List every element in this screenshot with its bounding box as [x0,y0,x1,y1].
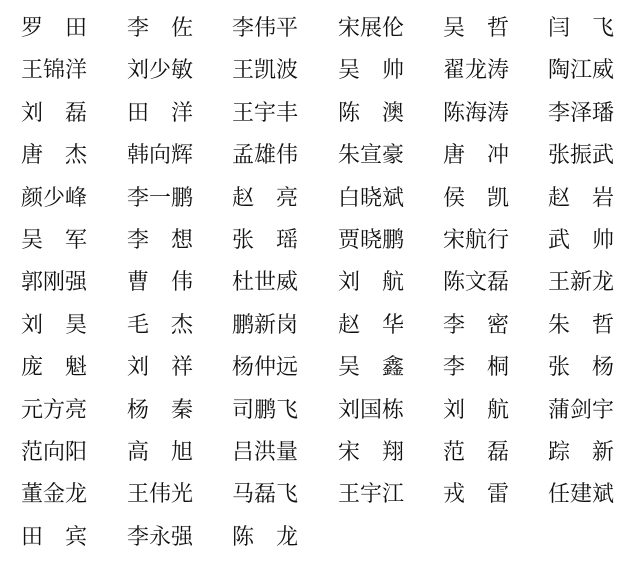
name-cell: 鹏新岗 [232,312,299,338]
name-cell: 王宇江 [338,482,405,508]
name-row [21,93,631,135]
name-cell: 刘国栋 [338,397,405,423]
name-cell: 范向阳 [21,439,88,465]
name-cell: 白晓斌 [338,185,405,211]
name-cell: 刘航 [338,270,427,296]
name-cell: 孟雄伟 [232,143,299,169]
name-cell: 李桐 [443,355,532,381]
name-cell: 吕洪量 [232,439,299,465]
name-cell: 王伟光 [127,482,194,508]
name-cell: 赵岩 [548,185,637,211]
name-cell: 唐冲 [443,143,532,169]
name-row [21,517,631,559]
name-cell: 朱哲 [548,312,637,338]
name-cell: 侯凯 [443,185,532,211]
name-cell: 颜少峰 [21,185,88,211]
name-cell: 王锦洋 [21,58,88,84]
name-cell: 郭刚强 [21,270,88,296]
name-cell: 赵华 [338,312,427,338]
name-cell: 李永强 [127,524,194,550]
name-cell: 李一鹏 [127,185,194,211]
name-cell: 刘昊 [21,312,110,338]
name-cell: 李密 [443,312,532,338]
name-cell: 任建斌 [548,482,615,508]
name-cell: 元方亮 [21,397,88,423]
name-row [21,390,631,432]
name-cell: 王宇丰 [232,100,299,126]
name-cell: 宋翔 [338,439,427,465]
name-cell: 刘少敏 [127,58,194,84]
name-cell: 马磊飞 [232,482,299,508]
name-row [21,474,631,516]
name-cell: 武帅 [548,227,637,253]
name-row [21,262,631,304]
name-cell: 李伟平 [232,16,299,41]
name-cell: 毛杰 [127,312,216,338]
name-cell: 董金龙 [21,482,88,508]
name-cell: 张杨 [548,355,637,381]
name-cell: 踪新 [548,439,637,465]
name-cell: 吴帅 [338,58,427,84]
name-cell: 罗田 [21,16,110,41]
name-cell: 陈龙 [232,524,321,550]
name-cell: 刘祥 [127,355,216,381]
name-cell: 李佐 [127,16,216,41]
name-row [21,347,637,389]
name-cell: 庞魁 [21,355,110,381]
name-grid [21,8,637,559]
name-cell: 张振武 [548,143,615,169]
name-cell: 刘磊 [21,100,110,126]
name-cell: 王新龙 [548,270,615,296]
name-cell: 陈文磊 [443,270,510,296]
name-cell: 吴鑫 [338,355,427,381]
name-row [21,305,637,347]
name-cell: 陈澳 [338,100,427,126]
name-cell: 宋展伦 [338,16,405,41]
name-cell: 闫飞 [548,16,637,41]
name-cell: 杜世威 [232,270,299,296]
name-row [21,135,631,177]
name-cell: 翟龙涛 [443,58,510,84]
name-cell: 田洋 [127,100,216,126]
name-cell: 蒲剑宇 [548,397,615,423]
name-cell: 李泽璠 [548,100,615,126]
name-cell: 戎雷 [443,482,532,508]
name-cell: 朱宣豪 [338,143,405,169]
name-cell: 贾晓鹏 [338,227,405,253]
name-cell: 陈海涛 [443,100,510,126]
name-cell: 王凯波 [232,58,299,84]
name-cell: 高旭 [127,439,216,465]
name-row [21,178,637,220]
name-cell: 曹伟 [127,270,216,296]
name-cell: 司鹏飞 [232,397,299,423]
name-cell: 张瑶 [232,227,321,253]
name-cell: 田宾 [21,524,110,550]
name-cell: 唐杰 [21,143,110,169]
name-cell: 刘航 [443,397,532,423]
name-cell: 宋航行 [443,227,510,253]
name-row [21,432,637,474]
name-cell: 陶江威 [548,58,615,84]
name-cell: 范磊 [443,439,532,465]
name-cell: 杨秦 [127,397,216,423]
name-cell: 赵亮 [232,185,321,211]
name-row [21,220,637,262]
name-cell: 杨仲远 [232,355,299,381]
name-cell: 韩向辉 [127,143,194,169]
name-cell: 吴军 [21,227,110,253]
name-row [21,50,631,92]
name-cell: 吴哲 [443,16,532,41]
name-cell: 李想 [127,227,216,253]
name-row [21,8,637,50]
